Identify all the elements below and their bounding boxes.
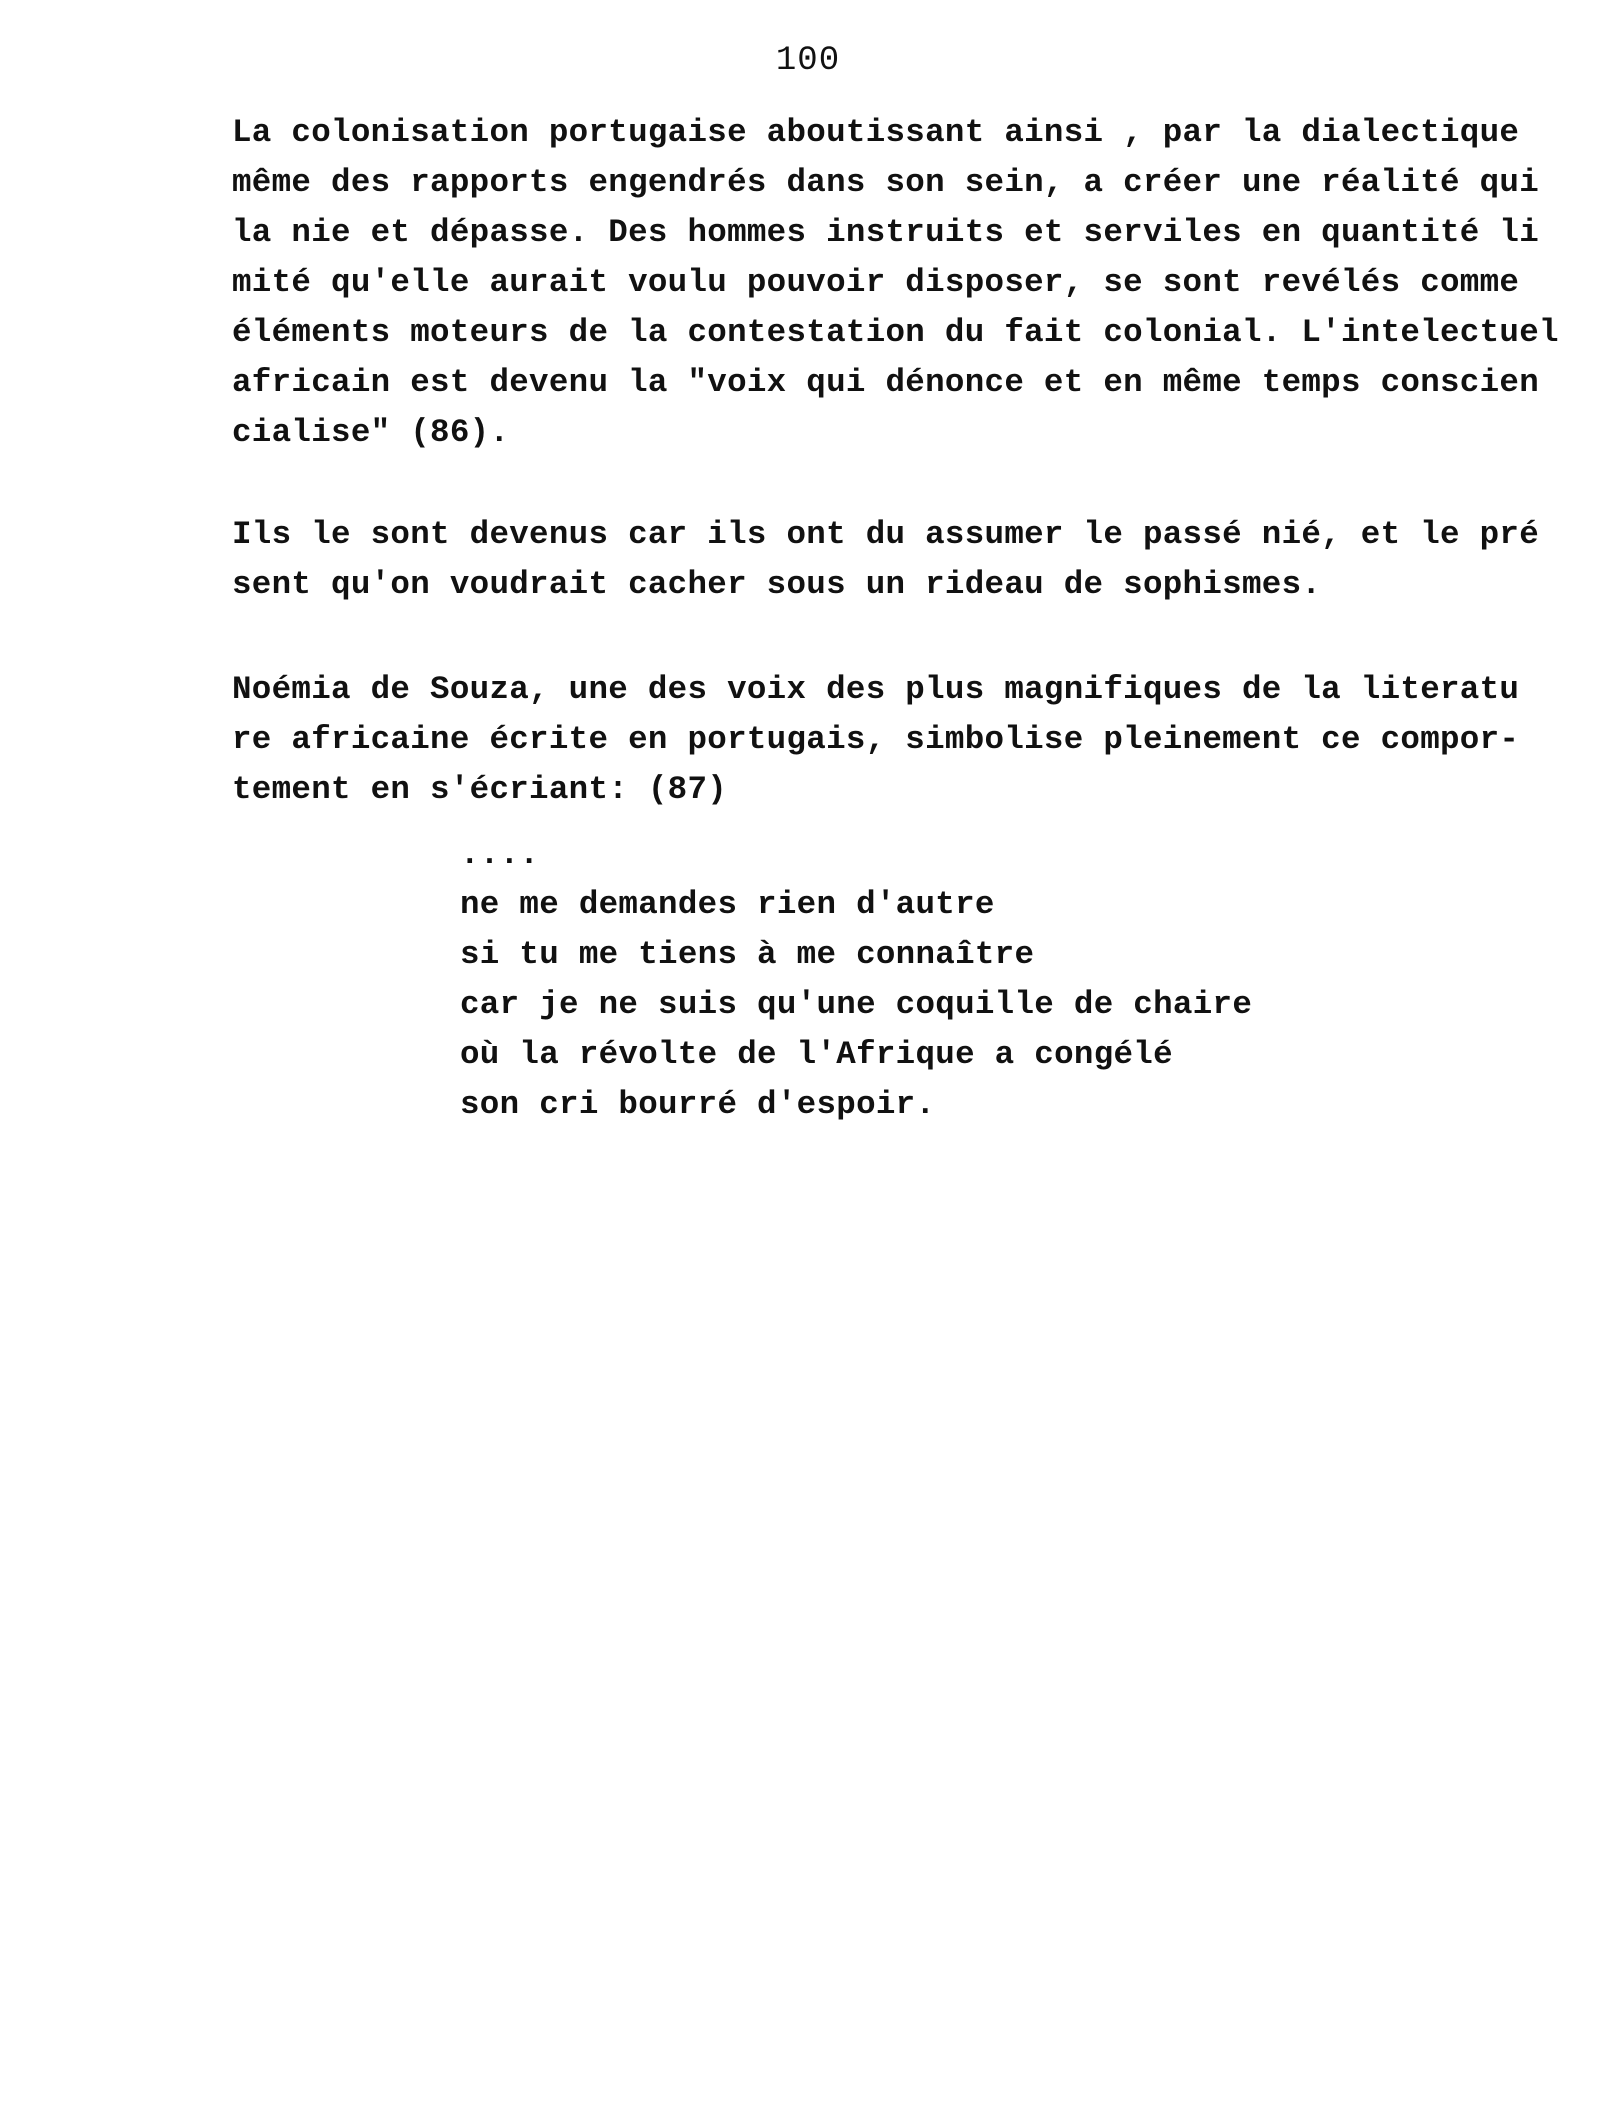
paragraph-colonisation <box>232 108 1592 458</box>
text-line: la nie et dépasse. Des hommes instruits et serviles en quantité li <box>232 214 1540 251</box>
paragraph-noemia <box>232 665 1592 815</box>
text-line: La colonisation portugaise aboutissant ainsi , par la dialectique <box>232 114 1520 151</box>
text-line: même des rapports engendrés dans son sein, a créer une réalité qui <box>232 164 1540 201</box>
poem-line: où la révolte de l'Afrique a congélé <box>460 1036 1173 1073</box>
text-line: Ils le sont devenus car ils ont du assumer le passé nié, et le pré <box>232 516 1540 553</box>
poem-line: si tu me tiens à me connaître <box>460 936 1035 973</box>
poem-line: .... <box>460 836 540 873</box>
page-number: 100 <box>775 42 841 80</box>
text-line: éléments moteurs de la contestation du fait colonial. L'intelectuel <box>232 314 1559 351</box>
poem-line: car je ne suis qu'une coquille de chaire <box>460 986 1253 1023</box>
text-line: africain est devenu la "voix qui dénonce et en même temps conscien <box>232 364 1540 401</box>
paragraph-devenus <box>232 510 1592 610</box>
poem-line: ne me demandes rien d'autre <box>460 886 995 923</box>
text-line: sent qu'on voudrait cacher sous un rideau de sophismes. <box>232 566 1322 603</box>
text-line: mité qu'elle aurait voulu pouvoir disposer, se sont revélés comme <box>232 264 1520 301</box>
poem-line: son cri bourré d'espoir. <box>460 1086 936 1123</box>
text-line: tement en s'écriant: (87) <box>232 771 728 808</box>
poem-quote <box>460 830 1252 1130</box>
text-line: re africaine écrite en portugais, simbolise pleinement ce compor- <box>232 721 1520 758</box>
text-line: cialise" (86). <box>232 414 510 451</box>
text-line: Noémia de Souza, une des voix des plus magnifiques de la literatu <box>232 671 1520 708</box>
